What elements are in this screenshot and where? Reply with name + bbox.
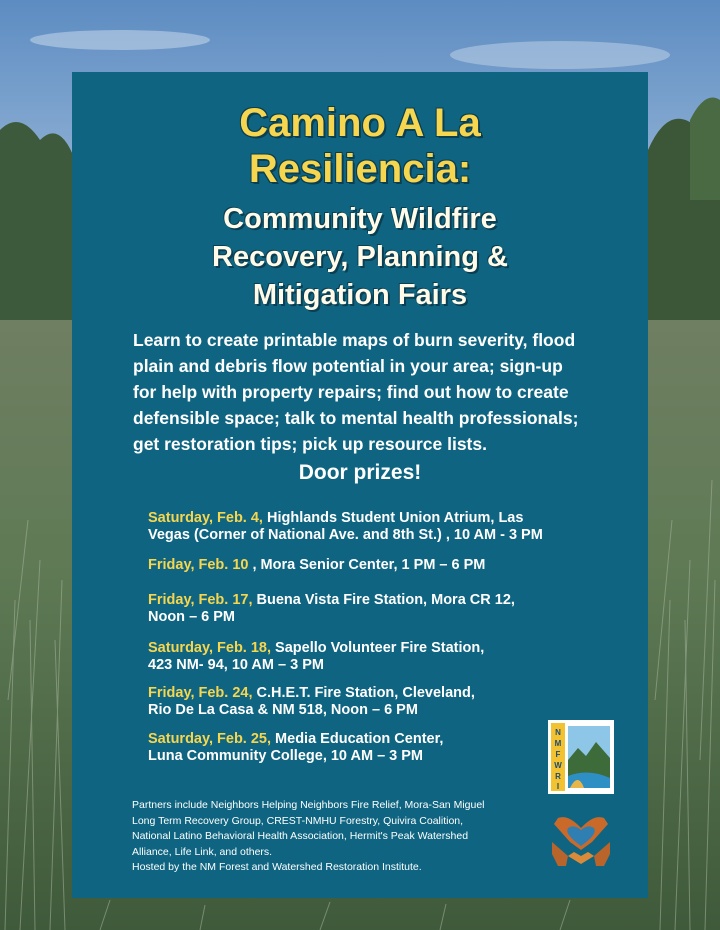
- intro-paragraph: [133, 327, 633, 457]
- door-prizes: Door prizes!: [298, 461, 422, 484]
- event-date: Friday, Feb. 10: [148, 557, 249, 573]
- svg-text:F: F: [555, 750, 561, 759]
- nmfwri-logo: [548, 720, 614, 794]
- event-detail: Noon – 6 PM: [148, 609, 236, 625]
- event-item: [148, 592, 588, 626]
- title-line-2: Resiliencia:: [248, 147, 472, 191]
- partners-text: [132, 798, 572, 876]
- event-place: C.H.E.T. Fire Station, Cleveland,: [252, 685, 475, 701]
- event-item: [148, 685, 588, 719]
- event-date: Friday, Feb. 24,: [148, 685, 253, 701]
- partners-line: Hosted by the NM Forest and Watershed Restoration Institute.: [132, 861, 422, 873]
- event-place: Sapello Volunteer Fire Station,: [271, 640, 485, 656]
- event-detail: Rio De La Casa & NM 518, Noon – 6 PM: [148, 702, 418, 718]
- intro-line: for help with property repairs; find out how to create: [133, 382, 569, 402]
- partners-line: Long Term Recovery Group, CREST-NMHU Forestry, Quivira Coalition,: [132, 814, 464, 827]
- svg-text:M: M: [554, 739, 562, 748]
- intro-line: Learn to create printable maps of burn severity, flood: [133, 330, 576, 350]
- event-detail: 423 NM- 94, 10 AM – 3 PM: [148, 657, 324, 673]
- flyer-panel: [72, 72, 648, 898]
- svg-text:I: I: [556, 782, 560, 791]
- event-place: Buena Vista Fire Station, Mora CR 12,: [252, 592, 515, 608]
- subtitle-line-2: Recovery, Planning &: [212, 241, 508, 273]
- intro-line: plain and debris flow potential in your area; sign-up: [133, 356, 563, 376]
- event-date: Saturday, Feb. 18,: [148, 640, 272, 656]
- event-place: Highlands Student Union Atrium, Las: [262, 510, 524, 526]
- event-detail: Vegas (Corner of National Ave. and 8th St.) , 10 AM - 3 PM: [148, 527, 543, 543]
- svg-text:W: W: [554, 761, 562, 770]
- event-date: Saturday, Feb. 25,: [148, 731, 272, 747]
- event-place: , Mora Senior Center, 1 PM – 6 PM: [248, 557, 486, 573]
- subtitle-line-3: Mitigation Fairs: [252, 279, 468, 311]
- event-place: Media Education Center,: [271, 731, 444, 747]
- partners-line: Alliance, Life Link, and others.: [132, 845, 273, 858]
- event-item: [148, 731, 588, 765]
- partners-line: National Latino Behavioral Health Association, Hermit's Peak Watershed: [132, 830, 469, 842]
- svg-text:N: N: [555, 728, 561, 737]
- event-item: [148, 557, 588, 574]
- event-item: [148, 640, 588, 674]
- event-date: Friday, Feb. 17,: [148, 592, 253, 608]
- event-detail: Luna Community College, 10 AM – 3 PM: [148, 748, 424, 764]
- event-item: [148, 510, 588, 544]
- title-line-1: Camino A La: [239, 101, 481, 145]
- intro-line: defensible space; talk to mental health professionals;: [133, 408, 579, 428]
- svg-text:R: R: [555, 772, 561, 781]
- subtitle-line-1: Community Wildfire: [223, 203, 497, 235]
- intro-line: get restoration tips; pick up resource lists.: [133, 434, 487, 454]
- partners-line: Partners include Neighbors Helping Neighbors Fire Relief, Mora-San Miguel: [132, 799, 485, 811]
- event-date: Saturday, Feb. 4,: [148, 510, 263, 526]
- partner-logo: [548, 812, 614, 868]
